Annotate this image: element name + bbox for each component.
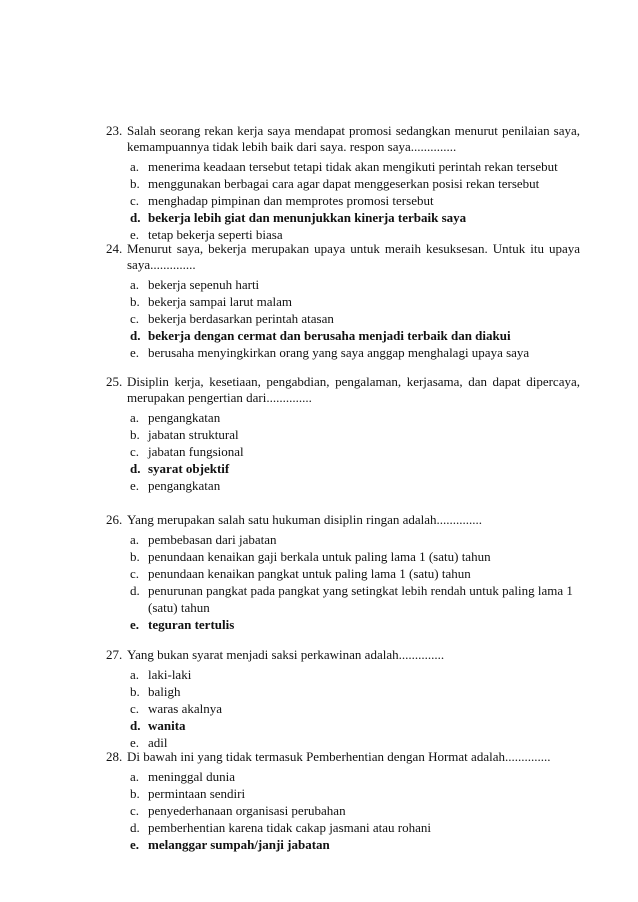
question-stem bbox=[106, 749, 580, 765]
question-stem bbox=[106, 374, 580, 406]
option-letter: a. bbox=[130, 769, 140, 784]
option-text: adil bbox=[148, 735, 168, 750]
option-text: permintaan sendiri bbox=[148, 786, 246, 801]
option-text: penundaan kenaikan gaji berkala untuk paling lama 1 (satu) tahun bbox=[148, 549, 491, 564]
question-24 bbox=[106, 241, 580, 361]
option-letter: b. bbox=[130, 684, 140, 699]
question-number: 24. bbox=[106, 241, 123, 256]
option-letter: d. bbox=[130, 210, 141, 225]
option-list bbox=[106, 666, 580, 751]
option-d-answer bbox=[127, 327, 580, 344]
option-a bbox=[127, 276, 580, 293]
question-text: Yang bukan syarat menjadi saksi perkawinan adalah.............. bbox=[127, 647, 445, 662]
option-text: baligh bbox=[148, 684, 181, 699]
option-text: jabatan fungsional bbox=[148, 444, 244, 459]
question-stem bbox=[106, 512, 580, 528]
option-b bbox=[127, 426, 580, 443]
option-text: teguran tertulis bbox=[148, 617, 235, 632]
option-d-answer bbox=[127, 717, 580, 734]
option-letter: e. bbox=[130, 617, 140, 632]
option-letter: e. bbox=[130, 735, 140, 750]
option-text: penundaan kenaikan pangkat untuk paling lama 1 (satu) tahun bbox=[148, 566, 471, 581]
option-letter: a. bbox=[130, 159, 140, 174]
option-letter: b. bbox=[130, 549, 140, 564]
question-number: 27. bbox=[106, 647, 123, 662]
question-stem bbox=[106, 241, 580, 273]
option-d-answer bbox=[127, 209, 580, 226]
option-b bbox=[127, 785, 580, 802]
option-text: pengangkatan bbox=[148, 478, 221, 493]
question-25 bbox=[106, 374, 580, 494]
question-number: 28. bbox=[106, 749, 123, 764]
question-number: 26. bbox=[106, 512, 123, 527]
option-letter: c. bbox=[130, 444, 140, 459]
option-letter: e. bbox=[130, 478, 140, 493]
option-c bbox=[127, 192, 580, 209]
question-stem bbox=[106, 647, 580, 663]
option-letter: d. bbox=[130, 583, 140, 598]
option-c bbox=[127, 443, 580, 460]
option-list bbox=[106, 276, 580, 361]
option-text: menghadap pimpinan dan memprotes promosi tersebut bbox=[148, 193, 434, 208]
option-letter: d. bbox=[130, 461, 141, 476]
question-text: Menurut saya, bekerja merupakan upaya untuk meraih kesuksesan. Untuk itu upaya saya.............. bbox=[127, 241, 580, 272]
option-letter: b. bbox=[130, 294, 140, 309]
option-letter: c. bbox=[130, 803, 140, 818]
option-letter: b. bbox=[130, 786, 140, 801]
question-stem bbox=[106, 123, 580, 155]
option-letter: a. bbox=[130, 532, 140, 547]
option-text: berusaha menyingkirkan orang yang saya anggap menghalagi upaya saya bbox=[148, 345, 530, 360]
option-b bbox=[127, 683, 580, 700]
option-a bbox=[127, 531, 580, 548]
option-letter: c. bbox=[130, 311, 140, 326]
option-a bbox=[127, 409, 580, 426]
option-text: menggunakan berbagai cara agar dapat menggeserkan posisi rekan tersebut bbox=[148, 176, 540, 191]
option-list bbox=[106, 531, 580, 633]
option-letter: a. bbox=[130, 277, 140, 292]
question-text: Salah seorang rekan kerja saya mendapat promosi sedangkan menurut penilaian saya, kemampuannya tidak lebih baik dari saya. respon saya.............. bbox=[127, 123, 580, 154]
question-text: Di bawah ini yang tidak termasuk Pemberhentian dengan Hormat adalah.............. bbox=[127, 749, 551, 764]
option-letter: a. bbox=[130, 410, 140, 425]
option-text: syarat objektif bbox=[148, 461, 230, 476]
option-b bbox=[127, 175, 580, 192]
option-letter: c. bbox=[130, 193, 140, 208]
option-a bbox=[127, 666, 580, 683]
option-letter: b. bbox=[130, 176, 140, 191]
option-d bbox=[127, 819, 580, 836]
option-e bbox=[127, 344, 580, 361]
option-text: penurunan pangkat pada pangkat yang setingkat lebih rendah untuk paling lama 1 (satu) tahun bbox=[148, 583, 573, 615]
option-c bbox=[127, 700, 580, 717]
option-letter: d. bbox=[130, 820, 140, 835]
option-letter: d. bbox=[130, 718, 141, 733]
option-text: waras akalnya bbox=[148, 701, 222, 716]
option-a bbox=[127, 158, 580, 175]
question-28 bbox=[106, 749, 580, 853]
option-text: bekerja sepenuh harti bbox=[148, 277, 260, 292]
option-letter: c. bbox=[130, 701, 140, 716]
question-text: Disiplin kerja, kesetiaan, pengabdian, pengalaman, kerjasama, dan dapat dipercaya, merupakan pengertian dari.............. bbox=[127, 374, 580, 405]
option-letter: a. bbox=[130, 667, 140, 682]
option-letter: e. bbox=[130, 837, 140, 852]
option-text: pengangkatan bbox=[148, 410, 221, 425]
option-c bbox=[127, 802, 580, 819]
option-text: wanita bbox=[148, 718, 186, 733]
question-26 bbox=[106, 512, 580, 633]
option-d bbox=[127, 582, 580, 616]
option-text: pemberhentian karena tidak cakap jasmani atau rohani bbox=[148, 820, 431, 835]
option-letter: e. bbox=[130, 227, 140, 242]
option-e-answer bbox=[127, 836, 580, 853]
option-text: bekerja berdasarkan perintah atasan bbox=[148, 311, 334, 326]
option-d-answer bbox=[127, 460, 580, 477]
option-letter: c. bbox=[130, 566, 140, 581]
option-list bbox=[106, 158, 580, 243]
option-letter: b. bbox=[130, 427, 140, 442]
option-c bbox=[127, 310, 580, 327]
option-text: menerima keadaan tersebut tetapi tidak akan mengikuti perintah rekan tersebut bbox=[148, 159, 558, 174]
question-text: Yang merupakan salah satu hukuman disiplin ringan adalah.............. bbox=[127, 512, 483, 527]
option-c bbox=[127, 565, 580, 582]
option-text: meninggal dunia bbox=[148, 769, 236, 784]
question-number: 25. bbox=[106, 374, 123, 389]
option-list bbox=[106, 409, 580, 494]
option-text: penyederhanaan organisasi perubahan bbox=[148, 803, 346, 818]
question-23 bbox=[106, 123, 580, 243]
option-text: bekerja lebih giat dan menunjukkan kinerja terbaik saya bbox=[148, 210, 467, 225]
option-e bbox=[127, 477, 580, 494]
option-text: bekerja sampai larut malam bbox=[148, 294, 293, 309]
option-text: tetap bekerja seperti biasa bbox=[148, 227, 283, 242]
option-letter: d. bbox=[130, 328, 141, 343]
option-text: jabatan struktural bbox=[148, 427, 239, 442]
option-a bbox=[127, 768, 580, 785]
option-b bbox=[127, 293, 580, 310]
question-number: 23. bbox=[106, 123, 123, 138]
option-list bbox=[106, 768, 580, 853]
option-text: melanggar sumpah/janji jabatan bbox=[148, 837, 330, 852]
option-text: laki-laki bbox=[148, 667, 192, 682]
question-27 bbox=[106, 647, 580, 751]
option-text: bekerja dengan cermat dan berusaha menjadi terbaik dan diakui bbox=[148, 328, 511, 343]
option-text: pembebasan dari jabatan bbox=[148, 532, 277, 547]
option-letter: e. bbox=[130, 345, 140, 360]
option-e-answer bbox=[127, 616, 580, 633]
option-b bbox=[127, 548, 580, 565]
